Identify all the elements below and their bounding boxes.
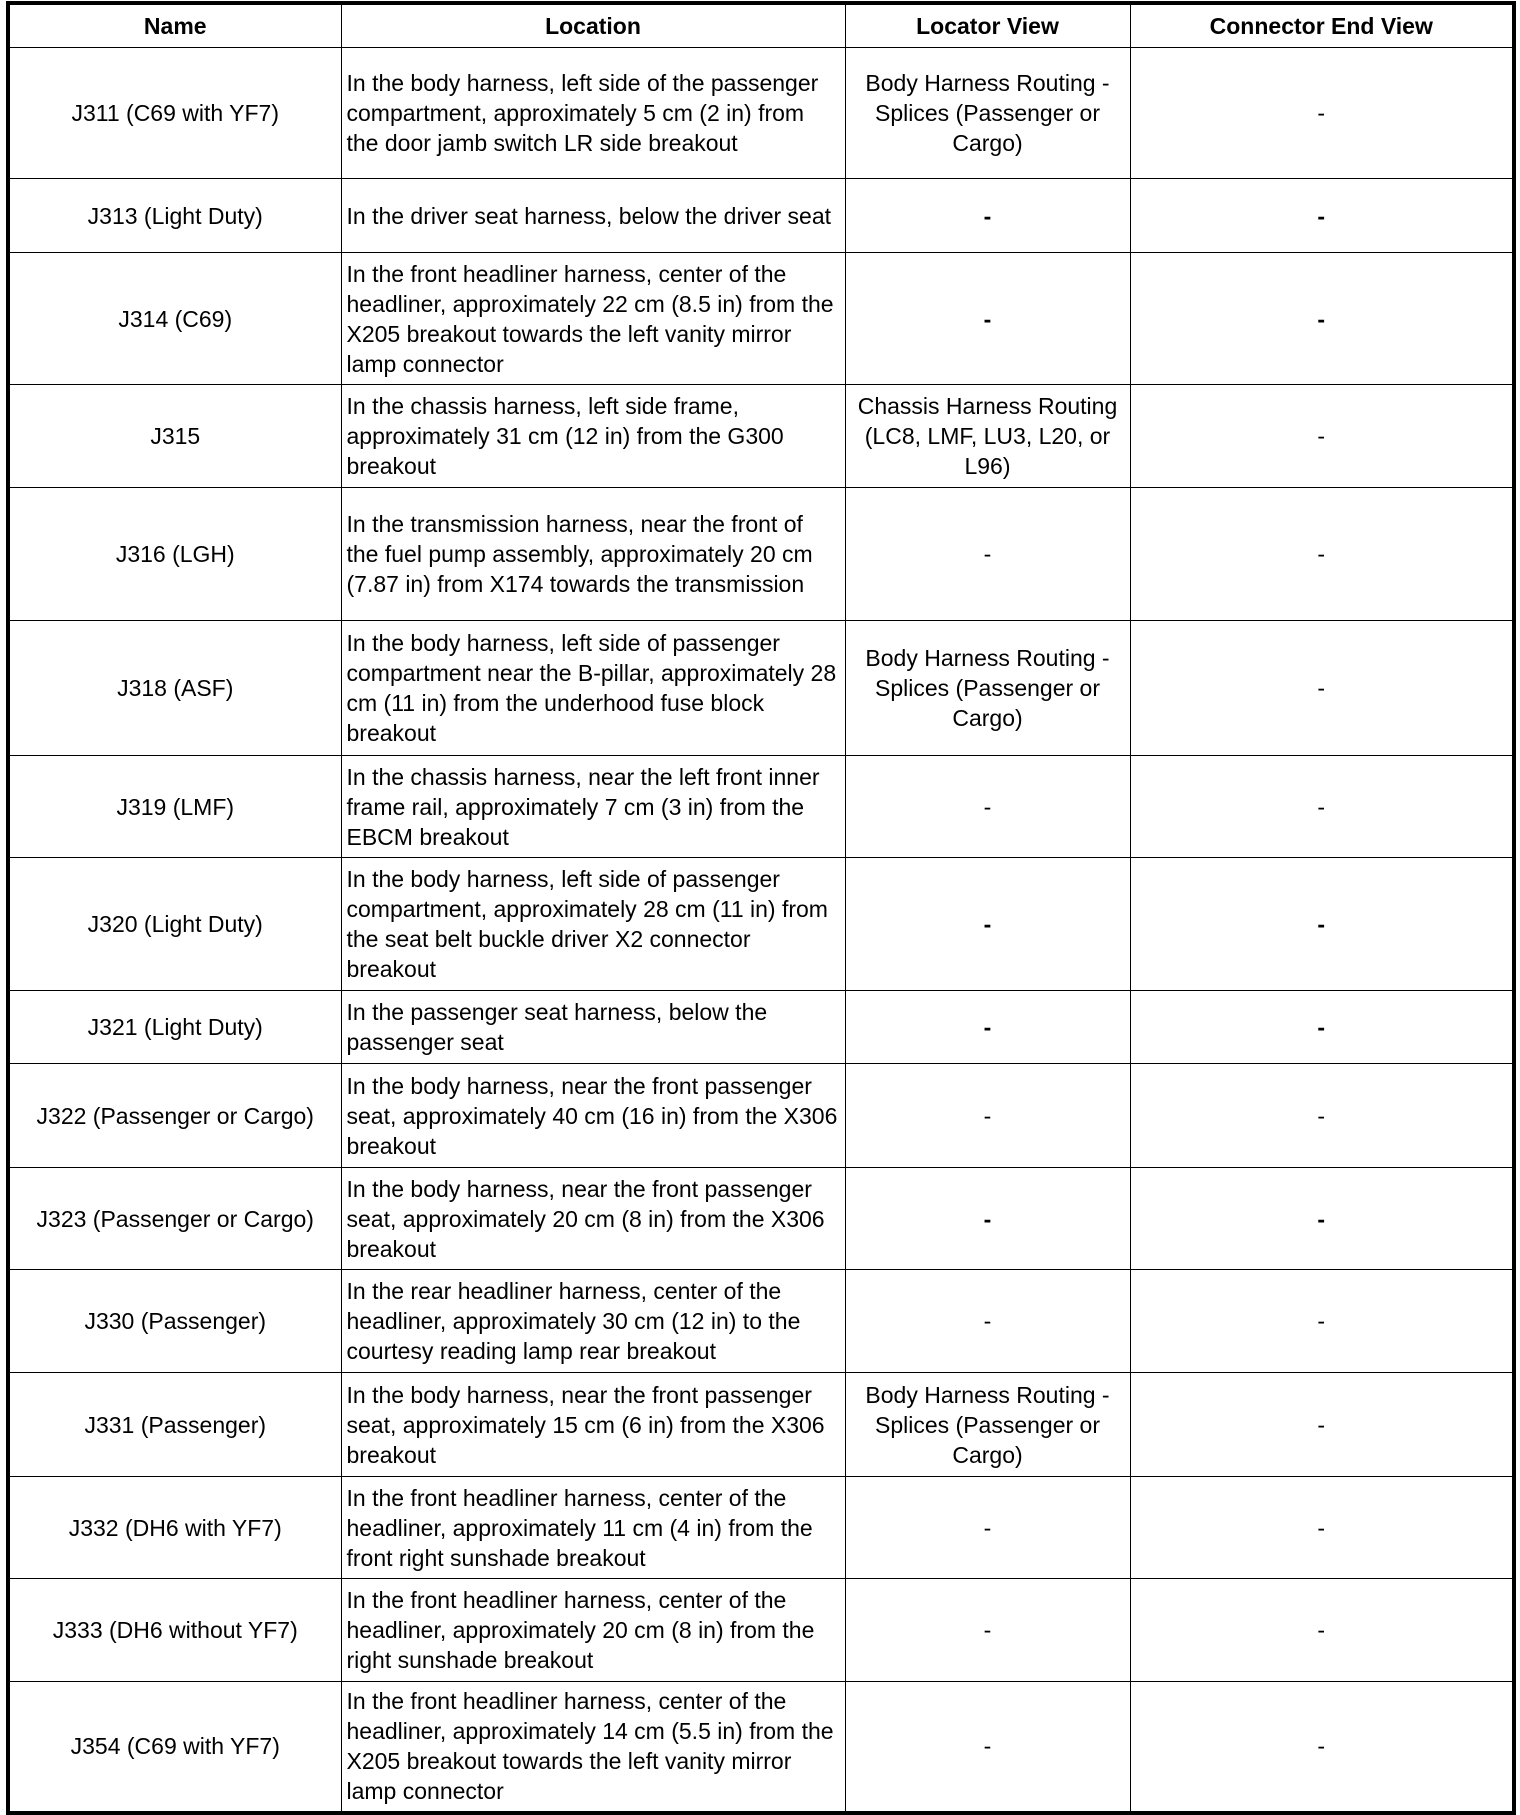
splice-table (6, 1, 1516, 1815)
table-row (8, 991, 1514, 1064)
locator-view-cell: Body Harness Routing - Splices (Passenger or Cargo) (845, 48, 1130, 179)
name-cell: J320 (Light Duty) (8, 858, 341, 991)
table-row (8, 1477, 1514, 1579)
table-row (8, 1270, 1514, 1373)
name-cell: J322 (Passenger or Cargo) (8, 1064, 341, 1168)
table-row (8, 179, 1514, 253)
locator-view-cell: - (845, 1477, 1130, 1579)
locator-view-cell: - (845, 991, 1130, 1064)
name-cell: J316 (LGH) (8, 488, 341, 621)
location-cell: In the body harness, near the front passenger seat, approximately 40 cm (16 in) from the X306 breakout (341, 1064, 845, 1168)
header-row (8, 3, 1514, 48)
locator-view-cell: Body Harness Routing - Splices (Passenger or Cargo) (845, 621, 1130, 756)
location-cell: In the transmission harness, near the front of the fuel pump assembly, approximately 20 cm (7.87 in) from X174 towards the transmission (341, 488, 845, 621)
locator-view-cell: - (845, 253, 1130, 385)
name-cell: J354 (C69 with YF7) (8, 1682, 341, 1813)
connector-end-view-cell: - (1130, 48, 1514, 179)
name-cell: J331 (Passenger) (8, 1373, 341, 1477)
location-cell: In the passenger seat harness, below the passenger seat (341, 991, 845, 1064)
table-row (8, 488, 1514, 621)
table-row (8, 253, 1514, 385)
connector-end-view-cell: - (1130, 385, 1514, 488)
table-row (8, 1579, 1514, 1682)
connector-end-view-cell: - (1130, 488, 1514, 621)
connector-end-view-cell: - (1130, 1168, 1514, 1270)
header-location: Location (341, 3, 845, 48)
connector-end-view-cell: - (1130, 858, 1514, 991)
table-row (8, 385, 1514, 488)
table-row (8, 621, 1514, 756)
location-cell: In the front headliner harness, center of the headliner, approximately 20 cm (8 in) from the right sunshade breakout (341, 1579, 845, 1682)
location-cell: In the chassis harness, left side frame, approximately 31 cm (12 in) from the G300 breakout (341, 385, 845, 488)
locator-view-cell: - (845, 1270, 1130, 1373)
connector-end-view-cell: - (1130, 253, 1514, 385)
location-cell: In the body harness, left side of passenger compartment near the B-pillar, approximately 28 cm (11 in) from the underhood fuse block breakout (341, 621, 845, 756)
locator-view-cell: - (845, 179, 1130, 253)
name-cell: J319 (LMF) (8, 756, 341, 858)
table-row (8, 1373, 1514, 1477)
locator-view-cell: Body Harness Routing - Splices (Passenger or Cargo) (845, 1373, 1130, 1477)
table-row (8, 1168, 1514, 1270)
name-cell: J323 (Passenger or Cargo) (8, 1168, 341, 1270)
header-connector-end-view: Connector End View (1130, 3, 1514, 48)
locator-view-cell: - (845, 1682, 1130, 1813)
location-cell: In the body harness, left side of passenger compartment, approximately 28 cm (11 in) from the seat belt buckle driver X2 connector breakout (341, 858, 845, 991)
header-locator-view: Locator View (845, 3, 1130, 48)
connector-end-view-cell: - (1130, 1477, 1514, 1579)
table-row (8, 1064, 1514, 1168)
location-cell: In the body harness, left side of the passenger compartment, approximately 5 cm (2 in) from the door jamb switch LR side breakout (341, 48, 845, 179)
location-cell: In the driver seat harness, below the driver seat (341, 179, 845, 253)
locator-view-cell: - (845, 756, 1130, 858)
connector-end-view-cell: - (1130, 621, 1514, 756)
location-cell: In the front headliner harness, center of the headliner, approximately 11 cm (4 in) from the front right sunshade breakout (341, 1477, 845, 1579)
location-cell: In the front headliner harness, center of the headliner, approximately 14 cm (5.5 in) from the X205 breakout towards the left vanity mirror lamp connector (341, 1682, 845, 1813)
table-row (8, 858, 1514, 991)
location-cell: In the body harness, near the front passenger seat, approximately 15 cm (6 in) from the X306 breakout (341, 1373, 845, 1477)
locator-view-cell: - (845, 1168, 1130, 1270)
locator-view-cell: - (845, 488, 1130, 621)
locator-view-cell: - (845, 1064, 1130, 1168)
locator-view-cell: - (845, 858, 1130, 991)
location-cell: In the body harness, near the front passenger seat, approximately 20 cm (8 in) from the X306 breakout (341, 1168, 845, 1270)
name-cell: J330 (Passenger) (8, 1270, 341, 1373)
connector-end-view-cell: - (1130, 1579, 1514, 1682)
name-cell: J314 (C69) (8, 253, 341, 385)
name-cell: J318 (ASF) (8, 621, 341, 756)
location-cell: In the rear headliner harness, center of the headliner, approximately 30 cm (12 in) to the courtesy reading lamp rear breakout (341, 1270, 845, 1373)
table-row (8, 48, 1514, 179)
locator-view-cell: Chassis Harness Routing (LC8, LMF, LU3, L20, or L96) (845, 385, 1130, 488)
location-cell: In the chassis harness, near the left front inner frame rail, approximately 7 cm (3 in) from the EBCM breakout (341, 756, 845, 858)
connector-end-view-cell: - (1130, 1064, 1514, 1168)
connector-end-view-cell: - (1130, 179, 1514, 253)
header-name: Name (8, 3, 341, 48)
name-cell: J313 (Light Duty) (8, 179, 341, 253)
location-cell: In the front headliner harness, center of the headliner, approximately 22 cm (8.5 in) from the X205 breakout towards the left vanity mirror lamp connector (341, 253, 845, 385)
connector-end-view-cell: - (1130, 756, 1514, 858)
connector-end-view-cell: - (1130, 1373, 1514, 1477)
name-cell: J321 (Light Duty) (8, 991, 341, 1064)
connector-end-view-cell: - (1130, 1682, 1514, 1813)
connector-end-view-cell: - (1130, 991, 1514, 1064)
locator-view-cell: - (845, 1579, 1130, 1682)
connector-end-view-cell: - (1130, 1270, 1514, 1373)
name-cell: J311 (C69 with YF7) (8, 48, 341, 179)
name-cell: J333 (DH6 without YF7) (8, 1579, 341, 1682)
name-cell: J332 (DH6 with YF7) (8, 1477, 341, 1579)
name-cell: J315 (8, 385, 341, 488)
table-row (8, 1682, 1514, 1813)
table-row (8, 756, 1514, 858)
